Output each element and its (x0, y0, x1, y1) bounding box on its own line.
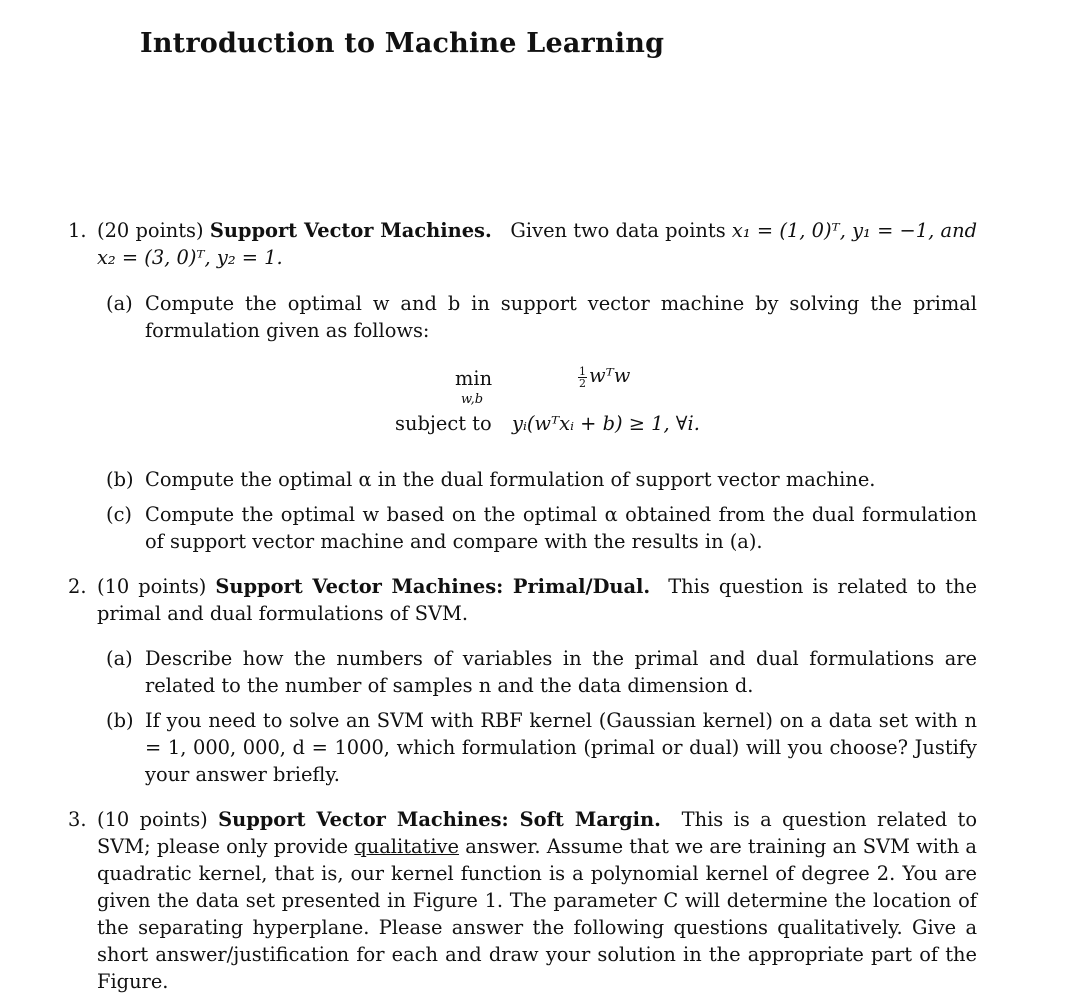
q2b-text: If you need to solve an SVM with RBF kernel (Gaussian kernel) on a data set with n = 1, 000, 000, d = 1000, which formulation (primal or dual) will you choose? Justify your answer briefly. (145, 709, 977, 786)
q3-number: 3. (68, 808, 87, 831)
q1-heading: Support Vector Machines. (209, 219, 492, 242)
q1b-label: (b) (106, 468, 134, 491)
q1b-text: Compute the optimal α in the dual formulation of support vector machine. (145, 468, 876, 491)
q2b-label: (b) (106, 709, 134, 732)
q1-point1: x₁ = (1, 0)ᵀ, y₁ = −1, and (731, 219, 978, 242)
q1a-label: (a) (106, 292, 133, 315)
q1-statement (97, 217, 977, 271)
q1-point2: x₂ = (3, 0)ᵀ, y₂ = 1. (97, 246, 283, 269)
q1-intro: Given two data points (510, 219, 726, 242)
q1c-text: Compute the optimal w based on the optimal α obtained from the dual formulation of support vector machine and compare with the results in (a). (145, 503, 977, 553)
q1a-text: Compute the optimal w and b in support vector machine by solving the primal formulation given as follows: (145, 292, 977, 342)
q2-statement (97, 573, 977, 627)
q3-points: (10 points) (97, 808, 219, 831)
q2-points: (10 points) (97, 575, 216, 598)
q3-text-before: This is a question related to SVM; please only provide (97, 808, 978, 858)
optimization-constraint: yᵢ(wᵀxᵢ + b) ≥ 1, ∀i. (512, 412, 700, 435)
q2a-text: Describe how the numbers of variables in the primal and dual formulations are related to the number of samples n and the data dimension d. (145, 647, 977, 697)
q3-heading: Support Vector Machines: Soft Margin. (218, 808, 661, 831)
subject-to-label: subject to (395, 412, 492, 435)
q2-number: 2. (68, 575, 87, 598)
optimization-variables: w,b (461, 392, 484, 407)
qualitative-underlined: qualitative (354, 835, 459, 858)
document-title: Introduction to Machine Learning (140, 28, 665, 59)
q1-points: (20 points) (97, 219, 210, 242)
optimization-min: min (455, 367, 493, 390)
q3-text-after: answer. Assume that we are training an SVM with a quadratic kernel, that is, our kernel function is a polynomial kernel of degree 2. You are given the data set presented in Figure 1. The parameter C will determine the location of the separating hyperplane. Please answer the following questions qualitatively. Give a short answer/justification for each and draw your solution in the appropriate part of the Figure. (97, 835, 977, 993)
optimization-objective (578, 364, 630, 389)
q1c-label: (c) (106, 503, 132, 526)
objective-expression: wᵀw (589, 364, 631, 387)
q1-number: 1. (68, 219, 87, 242)
q2-intro: This question is related to the primal and dual formulations of SVM. (97, 575, 977, 625)
one-half-fraction: $\frac{1}{2}$ (579, 364, 586, 390)
q3-statement (97, 806, 977, 995)
q2-heading: Support Vector Machines: Primal/Dual. (215, 575, 651, 598)
q2a-label: (a) (106, 647, 133, 670)
